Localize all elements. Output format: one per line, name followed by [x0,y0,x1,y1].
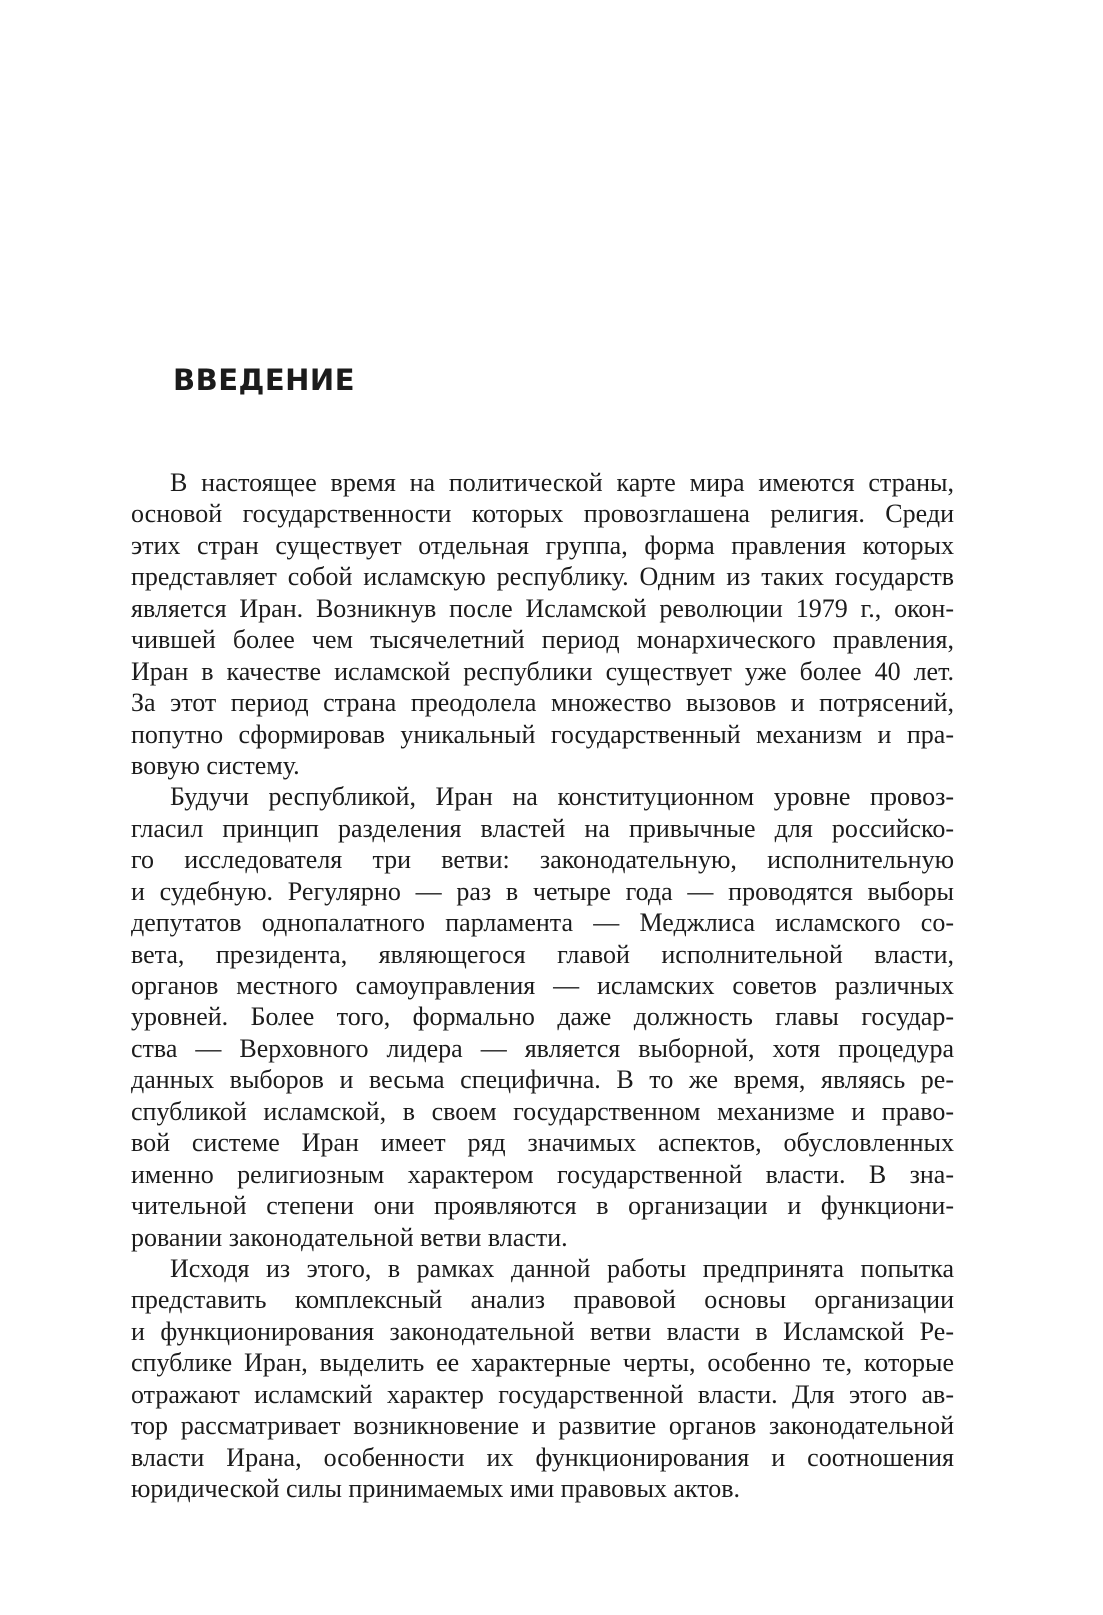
text-line: основой государственности которых провозглашена религия. Среди [131,499,954,529]
text-line: депутатов однопалатного парламента — Меджлиса исламского со- [131,908,954,938]
text-line: власти Ирана, особенности их функционирования и соотношения [131,1442,954,1472]
text-line: Будучи республикой, Иран на конституционном уровне провоз- [170,782,954,812]
text-line: вой системе Иран имеет ряд значимых аспектов, обусловленных [131,1128,954,1158]
text-line: попутно сформировав уникальный государственный механизм и пра- [131,719,954,749]
text-line: уровней. Более того, формально даже должность главы государ- [131,1002,954,1032]
paragraph-2 [131,781,954,1253]
paragraph-3 [131,1253,954,1505]
paragraph-1 [131,467,954,781]
text-line: и функционирования законодательной ветви власти в Исламской Ре- [131,1316,954,1346]
text-line: представляет собой исламскую республику. Одним из таких государств [131,562,954,592]
text-line: органов местного самоуправления — исламских советов различных [131,971,954,1000]
text-line: чившей более чем тысячелетний период монархического правления, [131,625,954,655]
text-line: За этот период страна преодолела множество вызовов и потрясений, [131,688,954,718]
text-line: отражают исламский характер государственной власти. Для этого ав- [131,1379,954,1409]
text-line: Исходя из этого, в рамках данной работы предпринята попытка [170,1253,954,1283]
text-line: представить комплексный анализ правовой основы организации [131,1285,954,1315]
text-line: вета, президента, являющегося главой исполнительной власти, [131,939,954,969]
text-line: го исследователя три ветви: законодательную, исполнительную [131,845,954,875]
text-line: спубликой исламской, в своем государственном механизме и право- [131,1096,954,1126]
text-line: В настоящее время на политической карте мира имеются страны, [170,468,954,497]
text-line: ства — Верховного лидера — является выборной, хотя процедура [131,1033,954,1063]
text-line: чительной степени они проявляются в организации и функциони- [131,1191,954,1221]
text-line: спублике Иран, выделить ее характерные черты, особенно те, которые [131,1348,954,1378]
text-line: тор рассматривает возникновение и развитие органов законодательной [131,1411,954,1441]
text-line: этих стран существует отдельная группа, форма правления которых [131,530,954,560]
text-line: именно религиозным характером государственной власти. В зна- [131,1159,954,1189]
text-line: данных выборов и весьма специфична. В то же время, являясь ре- [131,1065,954,1095]
chapter-body [131,467,954,1504]
text-line: Иран в качестве исламской республики существует уже более 40 лет. [131,656,954,686]
text-line: является Иран. Возникнув после Исламской революции 1979 г., окон- [131,593,954,623]
text-line: гласил принцип разделения властей на привычные для российско- [131,813,954,843]
text-line: вовую систему. [131,750,300,780]
text-line: и судебную. Регулярно — раз в четыре года — проводятся выборы [131,876,954,906]
text-line: юридической силы принимаемых ими правовых актов. [131,1474,741,1503]
text-line: ровании законодательной ветви власти. [131,1222,568,1252]
chapter-heading: ВВЕДЕНИЕ [173,363,356,397]
